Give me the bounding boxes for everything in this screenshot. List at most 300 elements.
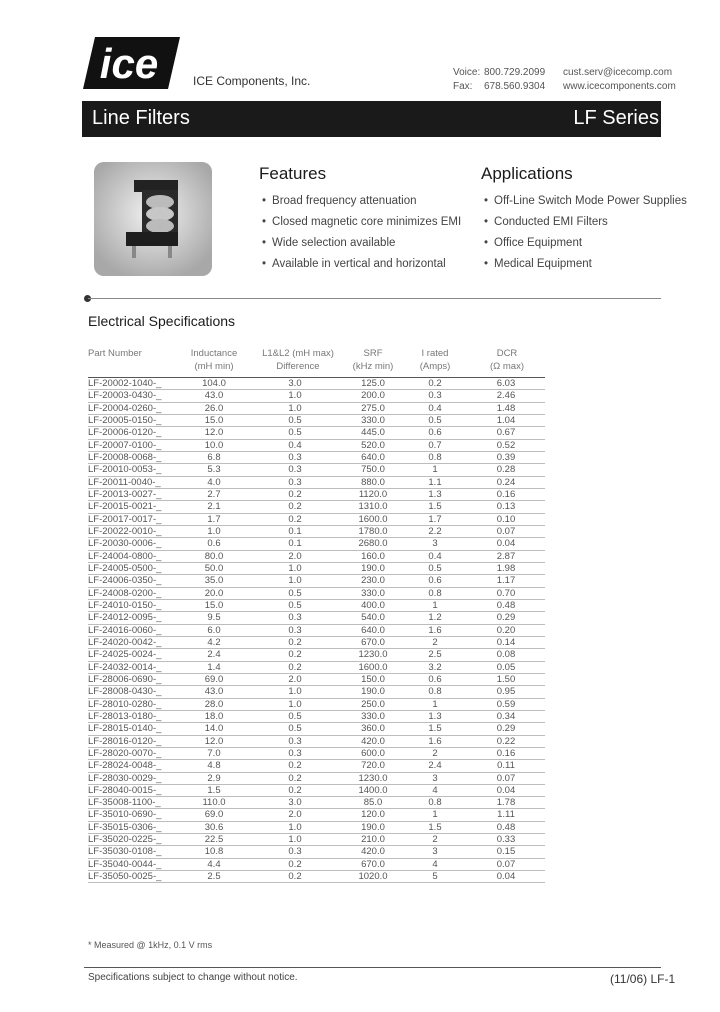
cell-i-rated: 1.5 — [428, 501, 442, 513]
cell-part-number: LF-28030-0029-_ — [88, 772, 162, 784]
fax-number: 678.560.9304 — [484, 81, 546, 92]
voice-label: Voice: — [453, 67, 481, 78]
cell-difference: 0.2 — [288, 772, 302, 784]
cell-part-number: LF-35015-0306-_ — [88, 821, 162, 833]
table-row — [88, 526, 545, 538]
cell-inductance: 2.1 — [207, 501, 221, 513]
table-row — [88, 415, 545, 427]
cell-inductance: 2.9 — [207, 772, 221, 784]
cell-dcr: 1.50 — [496, 673, 516, 685]
table-row — [88, 452, 545, 464]
cell-dcr: 0.48 — [496, 821, 516, 833]
cell-inductance: 12.0 — [204, 427, 224, 439]
cell-part-number: LF-24020-0042-_ — [88, 636, 162, 648]
cell-inductance: 1.5 — [207, 784, 221, 796]
cell-part-number: LF-35008-1100-_ — [88, 797, 161, 809]
table-row — [88, 378, 545, 390]
cell-i-rated: 0.6 — [428, 575, 442, 587]
cell-part-number: LF-20011-0040-_ — [88, 476, 161, 488]
cell-i-rated: 1.5 — [428, 821, 442, 833]
cell-difference: 0.5 — [288, 414, 302, 426]
cell-srf: 1310.0 — [358, 501, 388, 513]
cell-i-rated: 0.2 — [428, 378, 442, 389]
cell-difference: 0.3 — [288, 747, 302, 759]
cell-dcr: 0.29 — [496, 612, 516, 624]
cell-inductance: 2.7 — [207, 488, 221, 500]
cell-difference: 1.0 — [288, 575, 302, 587]
cell-inductance: 1.0 — [207, 525, 221, 537]
table-row — [88, 809, 545, 821]
cell-part-number: LF-35050-0025-_ — [88, 871, 162, 883]
cell-srf: 1020.0 — [358, 871, 388, 883]
cell-srf: 1230.0 — [358, 649, 388, 661]
table-row — [88, 760, 545, 772]
cell-i-rated: 3 — [432, 846, 438, 858]
cell-part-number: LF-20017-0017-_ — [88, 513, 162, 525]
cell-srf: 1600.0 — [358, 661, 388, 673]
cell-srf: 2680.0 — [358, 538, 388, 550]
table-row — [88, 489, 545, 501]
cell-difference: 0.1 — [288, 525, 302, 537]
cell-difference: 0.2 — [288, 636, 302, 648]
table-row — [88, 575, 545, 587]
table-row — [88, 477, 545, 489]
table-row — [88, 563, 545, 575]
product-photo — [94, 162, 212, 276]
cell-difference: 1.0 — [288, 402, 302, 414]
cell-part-number: LF-20010-0053-_ — [88, 464, 162, 476]
table-row — [88, 514, 545, 526]
cell-part-number: LF-24012-0095-_ — [88, 612, 162, 624]
cell-dcr: 0.16 — [496, 488, 516, 500]
cell-i-rated: 0.6 — [428, 673, 442, 685]
cell-i-rated: 2.2 — [428, 525, 442, 537]
cell-i-rated: 2 — [432, 747, 438, 759]
cell-srf: 230.0 — [361, 575, 385, 587]
cell-srf: 250.0 — [361, 698, 385, 710]
email-link[interactable]: cust.serv@icecomp.com — [563, 67, 673, 78]
features-list — [262, 195, 461, 279]
cell-dcr: 0.48 — [496, 599, 516, 611]
cell-i-rated: 2 — [432, 834, 438, 846]
cell-i-rated: 1.7 — [428, 513, 442, 525]
cell-difference: 3.0 — [288, 378, 302, 389]
cell-difference: 2.0 — [288, 550, 302, 562]
cell-dcr: 0.13 — [496, 501, 516, 513]
cell-inductance: 18.0 — [204, 710, 224, 722]
cell-dcr: 2.87 — [496, 550, 516, 562]
table-row — [88, 464, 545, 476]
cell-srf: 1120.0 — [358, 488, 388, 500]
cell-part-number: LF-20002-1040-_ — [88, 378, 162, 389]
list-item: • Available in vertical and horizontal — [262, 258, 461, 279]
cell-difference: 0.2 — [288, 513, 302, 525]
cell-inductance: 2.4 — [207, 649, 221, 661]
list-item: • Closed magnetic core minimizes EMI — [262, 216, 461, 237]
table-row — [88, 674, 545, 686]
table-row — [88, 871, 545, 883]
cell-difference: 0.3 — [288, 464, 302, 476]
list-item: • Conducted EMI Filters — [484, 216, 687, 237]
cell-dcr: 0.05 — [496, 661, 516, 673]
cell-difference: 0.3 — [288, 624, 302, 636]
cell-srf: 120.0 — [361, 809, 385, 821]
cell-dcr: 0.20 — [496, 624, 516, 636]
list-item: • Off-Line Switch Mode Power Supplies — [484, 195, 687, 216]
header-difference: L1&L2 (mH max) Difference — [262, 348, 334, 372]
cell-difference: 0.3 — [288, 735, 302, 747]
cell-inductance: 5.3 — [207, 464, 221, 476]
cell-difference: 0.1 — [288, 538, 302, 550]
cell-dcr: 0.04 — [496, 784, 516, 796]
cell-inductance: 80.0 — [204, 550, 224, 562]
cell-part-number: LF-28008-0430-_ — [88, 686, 162, 698]
table-row — [88, 699, 545, 711]
cell-inductance: 104.0 — [202, 378, 226, 389]
cell-srf: 360.0 — [361, 723, 385, 735]
cell-difference: 2.0 — [288, 673, 302, 685]
cell-i-rated: 0.6 — [428, 427, 442, 439]
section-divider — [88, 298, 661, 299]
cell-i-rated: 1 — [432, 698, 438, 710]
cell-i-rated: 1.3 — [428, 488, 442, 500]
cell-srf: 200.0 — [361, 390, 385, 402]
table-row — [88, 686, 545, 698]
cell-srf: 720.0 — [361, 760, 385, 772]
cell-difference: 0.2 — [288, 784, 302, 796]
cell-dcr: 0.34 — [496, 710, 516, 722]
cell-difference: 0.2 — [288, 858, 302, 870]
cell-i-rated: 4 — [432, 858, 438, 870]
cell-difference: 0.2 — [288, 488, 302, 500]
cell-srf: 160.0 — [361, 550, 385, 562]
cell-dcr: 0.07 — [496, 858, 516, 870]
table-row — [88, 440, 545, 452]
table-row — [88, 612, 545, 624]
cell-i-rated: 4 — [432, 784, 438, 796]
cell-srf: 600.0 — [361, 747, 385, 759]
cell-difference: 1.0 — [288, 390, 302, 402]
cell-part-number: LF-35040-0044-_ — [88, 858, 162, 870]
cell-dcr: 1.04 — [496, 414, 516, 426]
cell-srf: 420.0 — [361, 735, 385, 747]
table-row — [88, 859, 545, 871]
table-row — [88, 662, 545, 674]
cell-dcr: 0.33 — [496, 834, 516, 846]
cell-i-rated: 1.6 — [428, 624, 442, 636]
cell-i-rated: 0.4 — [428, 550, 442, 562]
header-i-rated: I rated (Amps) — [419, 348, 451, 372]
cell-srf: 540.0 — [361, 612, 385, 624]
list-item: • Office Equipment — [484, 237, 687, 258]
cell-dcr: 0.24 — [496, 476, 516, 488]
cell-inductance: 4.8 — [207, 760, 221, 772]
cell-i-rated: 2.4 — [428, 760, 442, 772]
list-item: • Medical Equipment — [484, 258, 687, 279]
cell-difference: 0.5 — [288, 427, 302, 439]
cell-srf: 420.0 — [361, 846, 385, 858]
table-row — [88, 649, 545, 661]
cell-difference: 0.2 — [288, 501, 302, 513]
cell-inductance: 4.0 — [207, 476, 221, 488]
cell-inductance: 69.0 — [204, 809, 224, 821]
cell-inductance: 4.2 — [207, 636, 221, 648]
footer-disclaimer: Specifications subject to change without notice. — [88, 972, 298, 983]
cell-inductance: 12.0 — [204, 735, 224, 747]
table-row — [88, 846, 545, 858]
table-row — [88, 403, 545, 415]
cell-part-number: LF-28013-0180-_ — [88, 710, 162, 722]
list-item: • Wide selection available — [262, 237, 461, 258]
cell-srf: 1230.0 — [358, 772, 388, 784]
cell-inductance: 0.6 — [207, 538, 221, 550]
logo-text: ice — [99, 40, 159, 87]
cell-part-number: LF-28040-0015-_ — [88, 784, 162, 796]
cell-dcr: 6.03 — [496, 378, 516, 389]
cell-difference: 0.5 — [288, 599, 302, 611]
cell-part-number: LF-24006-0350-_ — [88, 575, 162, 587]
cell-difference: 0.3 — [288, 846, 302, 858]
cell-inductance: 6.0 — [207, 624, 221, 636]
table-row — [88, 785, 545, 797]
cell-difference: 0.2 — [288, 760, 302, 772]
cell-srf: 190.0 — [361, 686, 385, 698]
features-title: Features — [259, 164, 327, 183]
cell-dcr: 0.07 — [496, 772, 516, 784]
cell-part-number: LF-24010-0150-_ — [88, 599, 162, 611]
table-row — [88, 711, 545, 723]
cell-dcr: 0.67 — [496, 427, 516, 439]
cell-i-rated: 0.5 — [428, 562, 442, 574]
cell-dcr: 1.48 — [496, 402, 516, 414]
cell-difference: 0.2 — [288, 871, 302, 883]
table-row — [88, 538, 545, 550]
cell-inductance: 1.7 — [207, 513, 221, 525]
cell-difference: 0.5 — [288, 587, 302, 599]
cell-inductance: 35.0 — [204, 575, 224, 587]
cell-part-number: LF-28016-0120-_ — [88, 735, 162, 747]
cell-i-rated: 2.5 — [428, 649, 442, 661]
table-row — [88, 797, 545, 809]
cell-difference: 0.3 — [288, 476, 302, 488]
cell-dcr: 0.14 — [496, 636, 516, 648]
applications-list — [484, 195, 687, 279]
cell-i-rated: 0.4 — [428, 402, 442, 414]
cell-part-number: LF-20003-0430-_ — [88, 390, 162, 402]
banner-series: LF Series — [573, 107, 659, 129]
cell-part-number: LF-28010-0280-_ — [88, 698, 162, 710]
cell-difference: 1.0 — [288, 821, 302, 833]
cell-difference: 0.2 — [288, 661, 302, 673]
cell-inductance: 30.6 — [204, 821, 224, 833]
cell-inductance: 9.5 — [207, 612, 221, 624]
cell-part-number: LF-35020-0225-_ — [88, 834, 162, 846]
cell-difference: 1.0 — [288, 686, 302, 698]
cell-dcr: 0.95 — [496, 686, 516, 698]
cell-difference: 1.0 — [288, 834, 302, 846]
table-row — [88, 427, 545, 439]
cell-dcr: 2.46 — [496, 390, 516, 402]
cell-dcr: 0.28 — [496, 464, 516, 476]
cell-part-number: LF-20022-0010-_ — [88, 525, 162, 537]
table-row — [88, 390, 545, 402]
cell-part-number: LF-24025-0024-_ — [88, 649, 162, 661]
table-row — [88, 834, 545, 846]
website-link[interactable]: www.icecomponents.com — [563, 81, 676, 92]
cell-dcr: 0.22 — [496, 735, 516, 747]
cell-srf: 750.0 — [361, 464, 385, 476]
cell-inductance: 50.0 — [204, 562, 224, 574]
cell-dcr: 0.59 — [496, 698, 516, 710]
cell-inductance: 1.4 — [207, 661, 221, 673]
table-row — [88, 773, 545, 785]
cell-srf: 275.0 — [361, 402, 385, 414]
cell-dcr: 0.08 — [496, 649, 516, 661]
cell-inductance: 4.4 — [207, 858, 221, 870]
cell-dcr: 0.39 — [496, 451, 516, 463]
cell-srf: 85.0 — [363, 797, 383, 809]
cell-inductance: 22.5 — [204, 834, 224, 846]
cell-part-number: LF-20015-0021-_ — [88, 501, 162, 513]
cell-dcr: 0.16 — [496, 747, 516, 759]
cell-difference: 2.0 — [288, 809, 302, 821]
cell-inductance: 6.8 — [207, 451, 221, 463]
cell-srf: 880.0 — [361, 476, 385, 488]
fax-label: Fax: — [453, 81, 473, 92]
cell-difference: 0.5 — [288, 723, 302, 735]
cell-i-rated: 0.7 — [428, 439, 442, 451]
cell-srf: 330.0 — [361, 710, 385, 722]
table-row — [88, 736, 545, 748]
cell-dcr: 0.04 — [496, 538, 516, 550]
cell-part-number: LF-20030-0006-_ — [88, 538, 162, 550]
cell-srf: 330.0 — [361, 414, 385, 426]
cell-dcr: 0.07 — [496, 525, 516, 537]
cell-srf: 520.0 — [361, 439, 385, 451]
cell-part-number: LF-24008-0200-_ — [88, 587, 162, 599]
header-part-number: Part Number — [88, 348, 142, 359]
cell-srf: 150.0 — [361, 673, 385, 685]
cell-difference: 1.0 — [288, 562, 302, 574]
cell-dcr: 0.10 — [496, 513, 516, 525]
applications-title: Applications — [481, 164, 573, 183]
cell-inductance: 110.0 — [202, 797, 226, 809]
cell-srf: 190.0 — [361, 821, 385, 833]
cell-i-rated: 1 — [432, 464, 438, 476]
cell-part-number: LF-35030-0108-_ — [88, 846, 162, 858]
cell-part-number: LF-28006-0690-_ — [88, 673, 162, 685]
cell-part-number: LF-28020-0070-_ — [88, 747, 162, 759]
cell-i-rated: 0.8 — [428, 797, 442, 809]
cell-inductance: 15.0 — [204, 599, 224, 611]
cell-inductance: 69.0 — [204, 673, 224, 685]
cell-dcr: 1.78 — [496, 797, 516, 809]
cell-i-rated: 1 — [432, 809, 438, 821]
cell-difference: 0.3 — [288, 612, 302, 624]
header-inductance: Inductance (mH min) — [190, 348, 238, 372]
cell-srf: 1600.0 — [358, 513, 388, 525]
list-item: • Broad frequency attenuation — [262, 195, 461, 216]
company-name: ICE Components, Inc. — [193, 74, 311, 88]
cell-i-rated: 0.5 — [428, 414, 442, 426]
cell-part-number: LF-24004-0800-_ — [88, 550, 162, 562]
cell-inductance: 28.0 — [204, 698, 224, 710]
footnote: * Measured @ 1kHz, 0.1 V rms — [88, 940, 213, 950]
electrical-specs-title: Electrical Specifications — [88, 313, 236, 329]
cell-i-rated: 0.8 — [428, 686, 442, 698]
cell-i-rated: 3 — [432, 772, 438, 784]
cell-i-rated: 3.2 — [428, 661, 442, 673]
cell-part-number: LF-20007-0100-_ — [88, 439, 162, 451]
cell-srf: 640.0 — [361, 451, 385, 463]
cell-i-rated: 1.2 — [428, 612, 442, 624]
cell-srf: 330.0 — [361, 587, 385, 599]
cell-i-rated: 0.8 — [428, 451, 442, 463]
cell-inductance: 10.0 — [204, 439, 224, 451]
table-row — [88, 600, 545, 612]
cell-dcr: 0.70 — [496, 587, 516, 599]
cell-inductance: 14.0 — [204, 723, 224, 735]
cell-inductance: 7.0 — [207, 747, 221, 759]
cell-i-rated: 1.1 — [428, 476, 442, 488]
title-banner — [82, 101, 661, 137]
cell-part-number: LF-24016-0060-_ — [88, 624, 162, 636]
cell-difference: 3.0 — [288, 797, 302, 809]
cell-inductance: 26.0 — [204, 402, 224, 414]
cell-inductance: 43.0 — [204, 686, 224, 698]
banner-title: Line Filters — [92, 107, 190, 129]
table-row — [88, 637, 545, 649]
table-row — [88, 501, 545, 513]
cell-part-number: LF-20013-0027-_ — [88, 488, 162, 500]
cell-part-number: LF-20006-0120-_ — [88, 427, 162, 439]
cell-dcr: 0.11 — [497, 760, 515, 772]
cell-srf: 1780.0 — [358, 525, 388, 537]
cell-i-rated: 3 — [432, 538, 438, 550]
table-row — [88, 748, 545, 760]
cell-srf: 670.0 — [361, 636, 385, 648]
cell-srf: 640.0 — [361, 624, 385, 636]
footer-rule — [84, 967, 661, 968]
cell-part-number: LF-24005-0500-_ — [88, 562, 162, 574]
cell-part-number: LF-35010-0690-_ — [88, 809, 162, 821]
cell-i-rated: 1.3 — [428, 710, 442, 722]
cell-inductance: 15.0 — [204, 414, 224, 426]
cell-part-number: LF-20004-0260-_ — [88, 402, 162, 414]
cell-dcr: 1.17 — [496, 575, 516, 587]
cell-part-number: LF-28024-0048-_ — [88, 760, 162, 772]
cell-srf: 210.0 — [361, 834, 385, 846]
table-row — [88, 588, 545, 600]
cell-difference: 0.3 — [288, 451, 302, 463]
cell-part-number: LF-24032-0014-_ — [88, 661, 162, 673]
cell-dcr: 0.29 — [496, 723, 516, 735]
cell-part-number: LF-20008-0068-_ — [88, 451, 162, 463]
cell-inductance: 43.0 — [204, 390, 224, 402]
cell-i-rated: 0.3 — [428, 390, 442, 402]
cell-difference: 1.0 — [288, 698, 302, 710]
page-number: (11/06) LF-1 — [610, 972, 676, 986]
cell-srf: 125.0 — [361, 378, 385, 389]
cell-part-number: LF-28015-0140-_ — [88, 723, 162, 735]
cell-dcr: 1.11 — [497, 809, 515, 821]
cell-i-rated: 2 — [432, 636, 438, 648]
cell-dcr: 1.98 — [496, 562, 516, 574]
cell-i-rated: 1.6 — [428, 735, 442, 747]
cell-inductance: 20.0 — [204, 587, 224, 599]
cell-srf: 190.0 — [361, 562, 385, 574]
company-logo — [83, 37, 180, 89]
